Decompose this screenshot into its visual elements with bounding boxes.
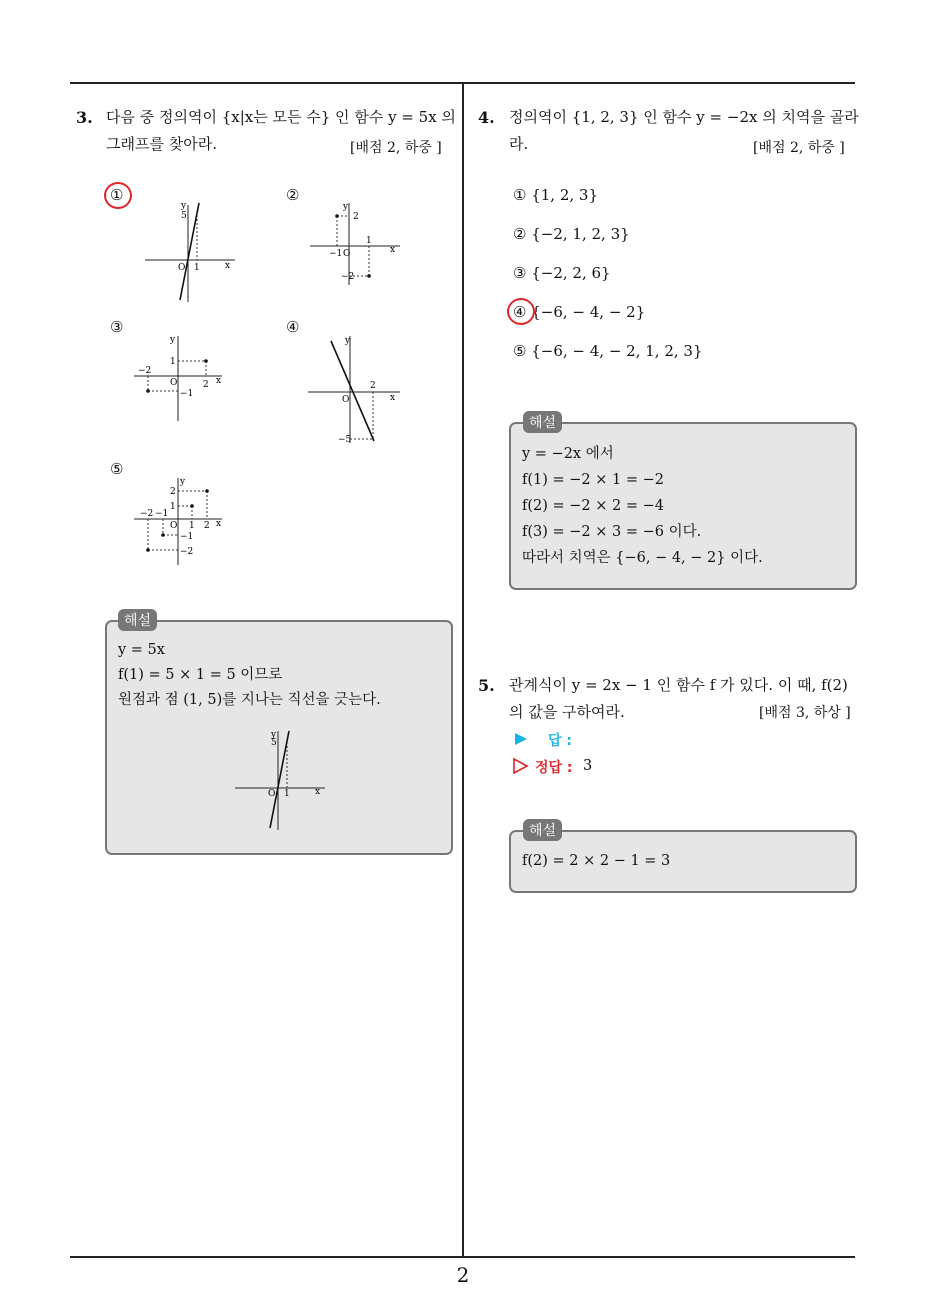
q4-explain-line3: f(2) = −2 × 2 = −4: [522, 498, 664, 514]
q4-explanation-tag: 해설: [523, 411, 562, 433]
q4-choice-5[interactable]: ⑤ {−6, − 4, − 2, 1, 2, 3}: [513, 342, 703, 360]
svg-text:2: 2: [370, 381, 376, 391]
svg-text:y: y: [180, 477, 186, 487]
svg-text:2: 2: [203, 380, 209, 390]
q4-text-line2: 라.: [509, 135, 529, 153]
q5-explanation-tag: 해설: [523, 819, 562, 841]
q3-choice-1-mark[interactable]: ①: [110, 186, 124, 204]
svg-text:O: O: [170, 521, 178, 531]
q5-explain-line1: f(2) = 2 × 2 − 1 = 3: [522, 853, 671, 869]
q4-selected-circle: [507, 298, 535, 325]
q3-choice-4-mark[interactable]: ④: [286, 318, 300, 336]
column-divider: [462, 83, 464, 1258]
q3-choice-5-mark[interactable]: ⑤: [110, 460, 124, 478]
svg-text:O: O: [178, 263, 186, 273]
svg-text:y: y: [343, 202, 349, 212]
svg-text:1: 1: [189, 521, 195, 531]
svg-text:1: 1: [284, 789, 290, 799]
q3-explain-graph: [230, 728, 330, 833]
svg-text:5: 5: [181, 211, 187, 221]
q4-choice-2[interactable]: ② {−2, 1, 2, 3}: [513, 225, 630, 243]
svg-text:−5: −5: [338, 435, 352, 445]
q5-text-line2: 의 값을 구하여라.: [509, 703, 625, 721]
q5-answer-label: 답 :: [548, 733, 572, 749]
svg-text:−1: −1: [329, 249, 343, 259]
svg-text:1: 1: [366, 236, 372, 246]
q3-graph-1[interactable]: [140, 200, 240, 305]
bottom-rule: [70, 1256, 855, 1258]
q3-text-line1: 다음 중 정의역이 {x|x는 모든 수} 인 함수 y = 5x 의: [106, 108, 456, 126]
svg-text:1: 1: [194, 263, 200, 273]
svg-text:y: y: [345, 336, 351, 346]
svg-text:−2: −2: [180, 547, 194, 557]
svg-text:2: 2: [170, 487, 176, 497]
q3-selected-circle: [104, 182, 132, 209]
q3-explanation-tag: 해설: [118, 609, 157, 631]
q4-number: 4.: [478, 108, 495, 127]
svg-text:2: 2: [353, 212, 359, 222]
q4-choice-3[interactable]: ③ {−2, 2, 6}: [513, 264, 611, 282]
q3-graph-4[interactable]: [305, 333, 405, 448]
svg-text:x: x: [315, 787, 321, 797]
svg-text:O: O: [342, 395, 350, 405]
svg-text:y: y: [271, 730, 277, 740]
svg-text:5: 5: [271, 738, 277, 748]
q3-text-line2: 그래프를 찾아라.: [106, 135, 217, 153]
svg-text:1: 1: [170, 502, 176, 512]
q3-explain-line1: y = 5x: [118, 642, 165, 658]
q5-correct-arrow-icon: [512, 757, 530, 775]
q5-answer-input[interactable]: [585, 730, 645, 748]
q3-explain-line2: f(1) = 5 × 1 = 5 이므로: [118, 667, 283, 683]
svg-text:−2: −2: [140, 509, 154, 519]
q3-number: 3.: [76, 108, 93, 127]
q3-graph-5[interactable]: [130, 475, 230, 570]
q4-explain-line4: f(3) = −2 × 3 = −6 이다.: [522, 524, 702, 540]
q4-choice-4[interactable]: ④ {−6, − 4, − 2}: [513, 303, 646, 321]
svg-text:−2: −2: [341, 272, 355, 282]
svg-text:2: 2: [204, 521, 210, 531]
svg-text:O: O: [170, 378, 178, 388]
q4-text-line1: 정의역이 {1, 2, 3} 인 함수 y = −2x 의 치역을 골라: [509, 108, 859, 126]
svg-text:x: x: [390, 393, 396, 403]
svg-text:x: x: [216, 376, 222, 386]
q5-text-line1: 관계식이 y = 2x − 1 인 함수 f 가 있다. 이 때, f(2): [509, 676, 848, 694]
q5-grade: [배점 3, 하상 ]: [759, 705, 851, 721]
svg-text:−1: −1: [155, 509, 169, 519]
q3-graph-3[interactable]: [130, 333, 230, 423]
q3-grade: [배점 2, 하중 ]: [350, 140, 442, 156]
q4-explain-line5: 따라서 치역은 {−6, − 4, − 2} 이다.: [522, 550, 763, 566]
svg-text:O: O: [343, 249, 351, 259]
q4-explain-line1: y = −2x 에서: [522, 446, 614, 462]
q5-correct-label: 정답 :: [535, 760, 573, 776]
q3-graph-2[interactable]: [305, 200, 405, 290]
q3-choice-2-mark[interactable]: ②: [286, 186, 300, 204]
svg-text:x: x: [225, 261, 231, 271]
q5-correct-value: 3: [583, 758, 593, 774]
svg-text:O: O: [268, 789, 276, 799]
svg-text:−1: −1: [180, 389, 194, 399]
q5-number: 5.: [478, 676, 495, 695]
svg-text:−1: −1: [180, 532, 194, 542]
svg-text:x: x: [390, 245, 396, 255]
q4-choice-1[interactable]: ① {1, 2, 3}: [513, 186, 599, 204]
svg-text:x: x: [216, 519, 222, 529]
svg-text:y: y: [181, 201, 187, 211]
svg-text:y: y: [170, 335, 176, 345]
svg-text:−2: −2: [138, 366, 152, 376]
q4-explain-line2: f(1) = −2 × 1 = −2: [522, 472, 664, 488]
q5-answer-arrow-icon: [513, 731, 529, 747]
page-number: 2: [456, 1263, 470, 1287]
q4-grade: [배점 2, 하중 ]: [753, 140, 845, 156]
svg-text:1: 1: [170, 357, 176, 367]
q3-choice-3-mark[interactable]: ③: [110, 318, 124, 336]
q3-explain-line3: 원점과 점 (1, 5)를 지나는 직선을 긋는다.: [118, 692, 381, 708]
